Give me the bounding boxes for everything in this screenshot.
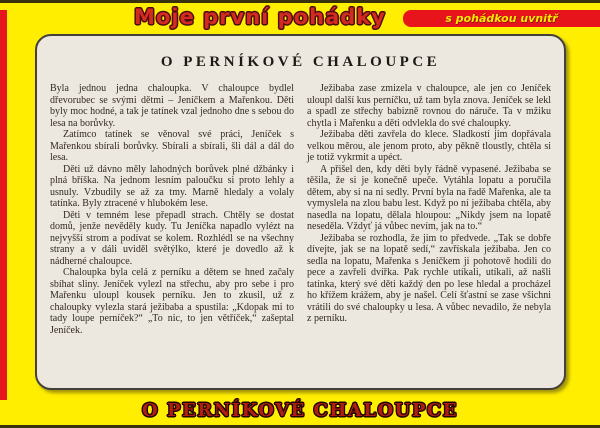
story-column-left bbox=[50, 83, 294, 336]
top-edge-line bbox=[0, 0, 600, 3]
story-paragraph: Byla jednou jedna chaloupka. V chaloupce bydlel dřevorubec se svými dětmi – Jeníčkem a Mařenkou. Děti byly moc hodné, a tak je tatínek vzal jednoho dne s sebou do lesa na borůvky. bbox=[50, 83, 294, 129]
story-paragraph: Zatímco tatínek se věnoval své práci, Jeníček s Mařenkou sbírali borůvky. Sbírali a sbírali, šli dál a dál do lesa. bbox=[50, 129, 294, 163]
story-paragraph: A přišel den, kdy děti byly řádně vypasené. Ježibaba se těšila, že si je konečně upeče. Vytáhla lopatu a poručila dětem, aby si na ni sedly. První byla na řadě Mařenka, ale ta vymyslela na zlou babu lest. Když po ní ježibaba chtěla, aby nasedla na lopatu, dělala hloupou: „Nikdy jsem na lopatě neseděla. Vždyť já vůbec nevím, jak na to.“ bbox=[307, 163, 551, 232]
corner-badge: s pohádkou uvnitř bbox=[403, 10, 600, 27]
footer-story-title: O PERNÍKOVÉ CHALOUPCE bbox=[142, 400, 458, 421]
story-title: O PERNÍKOVÉ CHALOUPCE bbox=[160, 54, 441, 70]
story-paragraph: Chaloupka byla celá z perníku a dětem se hned začaly sbíhat sliny. Jeníček vylezl na střechu, aby pro sebe i pro Mařenku uloupl kousek perníku. Jen to zkusil, už z chaloupky vylezla stará ježibaba a spustila: „Kdopak mi to tady loupe perníček?“ „To nic, to jen větříček,“ zašeptal Jeníček. bbox=[50, 267, 294, 336]
story-paragraph: Děti v temném lese přepadl strach. Chtěly se dostat domů, jenže nevěděly kudy. Tu Jeníčka napadlo vylézt na nejvyšší strom a podívat se kolem. Rozhlédl se na všechny strany a v dáli uviděl světýlko, které je dovedlo až k nádherné chaloupce. bbox=[50, 209, 294, 267]
left-edge-strip bbox=[0, 10, 7, 400]
story-paragraph: Ježibaba zase zmizela v chaloupce, ale jen co Jeníček uloupl další kus perníčku, už tam byla znova. Jeníček se lekl a spadl ze střechy babizně rovnou do náruče. Ta v mžiku chytla i Mařenku a děti odvlekla do své chaloupky. bbox=[307, 83, 551, 129]
series-title: Moje první pohádky bbox=[134, 5, 386, 29]
story-columns bbox=[49, 83, 552, 336]
story-paragraph: Děti už dávno měly lahodných borůvek plné džbánky i plná bříška. Na jednom lesním paloučku si proto lehly a usnuly. Vzbudily se až za tmy. Marně hledaly a volaly tatínka. Byly ztracené v hlubokém lese. bbox=[50, 163, 294, 209]
story-column-right bbox=[307, 83, 551, 336]
story-paragraph: Ježibaba se rozhodla, že jim to předvede. „Tak se dobře dívejte, jak se na lopatě sedí,“ zavřískala ježibaba. Jen co sedla na lopatu, Mařenka s Jeníčkem ji pohotově hodili do pece a zavřeli dvířka. Pak rychle utíkali, utíkali, až našli tatínka, který své děti každý den po lese hledal a procházel ho křížem krážem, aby je našel. Celí šťastní se zase všichni vrátili do své chaloupky u lesa. A vůbec nevadilo, že nebyla z perníku. bbox=[307, 232, 551, 324]
story-paragraph: Ježibaba děti zavřela do klece. Sladkostí jim dopřávala velkou měrou, ale jenom proto, aby pěkně tloustly, chtěla si je totiž vykrmit a upéct. bbox=[307, 129, 551, 163]
story-card bbox=[35, 34, 566, 390]
